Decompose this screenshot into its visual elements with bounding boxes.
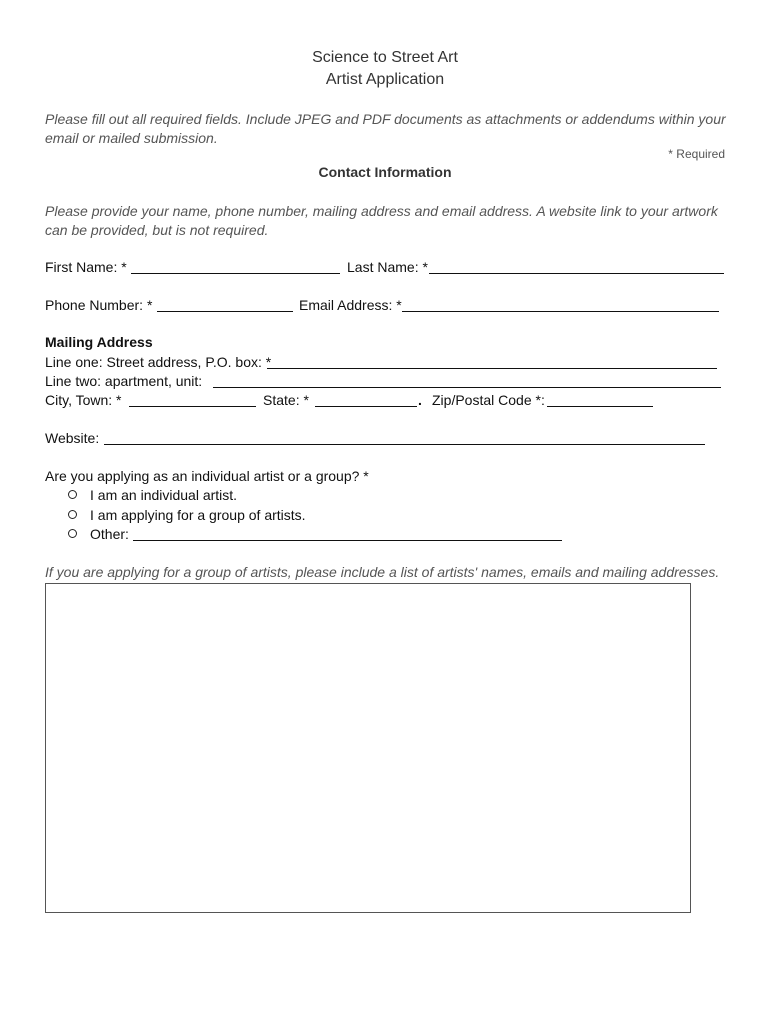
address-line-two-field[interactable] — [213, 387, 721, 388]
form-title: Science to Street Art — [312, 49, 458, 66]
zip-field[interactable] — [547, 406, 653, 407]
group-instructions: If you are applying for a group of artists, please include a list of artists' names, emails and mailing addresses. — [45, 564, 720, 580]
applicant-type-question-row — [45, 467, 725, 486]
name-row — [45, 258, 725, 277]
state-separator: . — [418, 392, 422, 408]
last-name-field[interactable] — [429, 273, 724, 274]
last-name-label: Last Name: * — [347, 259, 428, 275]
address-line-one-row — [45, 353, 725, 372]
contact-instructions: Please provide your name, phone number, mailing address and email address. A website link to your artwork can be provided, but is not required. — [45, 203, 718, 238]
option-individual-label: I am an individual artist. — [90, 487, 238, 503]
applicant-type-question: Are you applying as an individual artist or a group? * — [45, 468, 369, 484]
email-label: Email Address: * — [299, 297, 402, 313]
radio-icon[interactable] — [68, 529, 77, 538]
address-line-one-field[interactable] — [267, 368, 717, 369]
phone-field[interactable] — [157, 311, 293, 312]
phone-email-row — [45, 296, 725, 315]
address-line-two-row — [45, 372, 725, 391]
website-row — [45, 429, 725, 448]
contact-section-title: Contact Information — [318, 164, 452, 180]
address-line-two-label: Line two: apartment, unit: — [45, 373, 203, 389]
option-other-label: Other: — [90, 526, 129, 542]
required-note: * Required — [668, 147, 725, 161]
intro-instructions: Please fill out all required fields. Include JPEG and PDF documents as attachments or addendums within your email or mailed submission. — [45, 111, 726, 146]
state-field[interactable] — [315, 406, 417, 407]
address-line-one-label: Line one: Street address, P.O. box: * — [45, 354, 272, 370]
city-state-zip-row — [45, 391, 725, 410]
mailing-address-heading: Mailing Address — [45, 334, 153, 350]
email-field[interactable] — [402, 311, 719, 312]
option-individual[interactable] — [68, 486, 468, 505]
option-group-label: I am applying for a group of artists. — [90, 507, 306, 523]
city-label: City, Town: * — [45, 392, 122, 408]
first-name-field[interactable] — [131, 273, 340, 274]
option-other[interactable] — [68, 525, 568, 544]
city-field[interactable] — [129, 406, 256, 407]
radio-icon[interactable] — [68, 490, 77, 499]
form-subtitle: Artist Application — [325, 71, 445, 88]
radio-icon[interactable] — [68, 510, 77, 519]
group-members-textarea[interactable] — [45, 583, 691, 913]
website-label: Website: — [45, 430, 100, 446]
phone-label: Phone Number: * — [45, 297, 153, 313]
option-group[interactable] — [68, 506, 468, 525]
zip-label: Zip/Postal Code *: — [432, 392, 545, 408]
first-name-label: First Name: * — [45, 259, 127, 275]
state-label: State: * — [263, 392, 309, 408]
other-field[interactable] — [133, 540, 562, 541]
website-field[interactable] — [104, 444, 705, 445]
